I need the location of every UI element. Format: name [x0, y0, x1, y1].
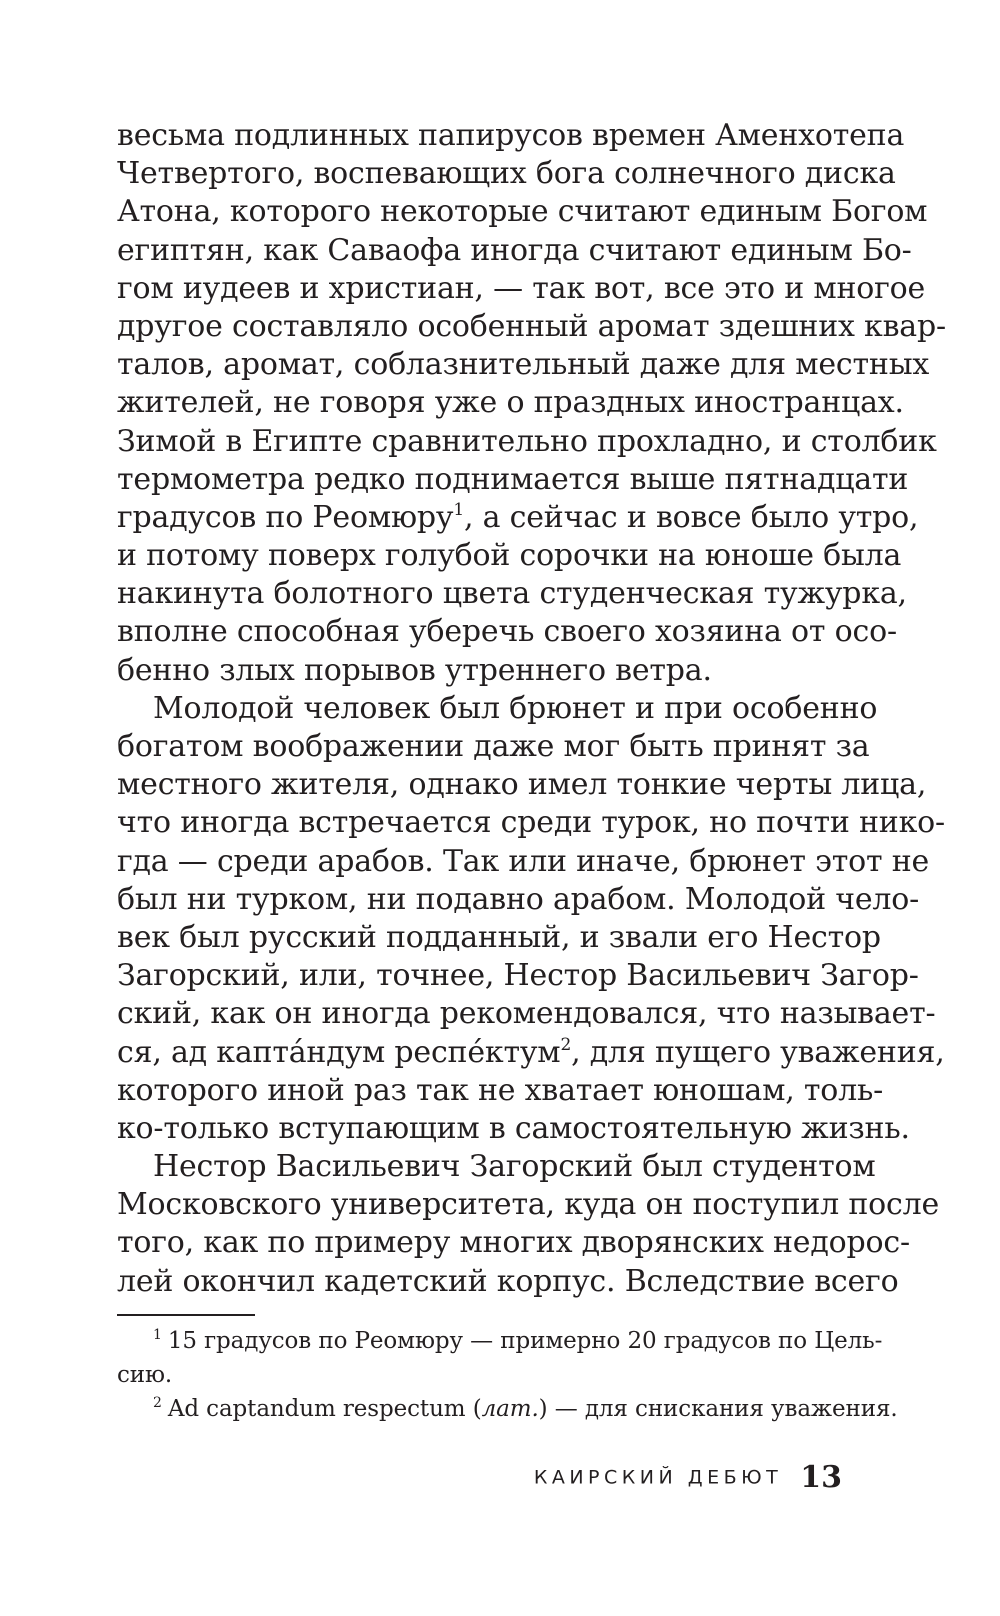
- text-line: был ни турком, ни подавно арабом. Молодой чело-: [117, 881, 920, 917]
- text-line: Московского университета, куда он поступил после: [117, 1187, 940, 1223]
- text-line: местного жителя, однако имел тонкие черты лица,: [117, 767, 927, 803]
- text-line: и потому поверх голубой сорочки на юноше была: [117, 538, 902, 574]
- text-line: век был русский подданный, и звали его Нестор: [117, 919, 881, 955]
- text-line-with-footnote-ref: [117, 499, 919, 537]
- text-segment: ся, ад капта́ндум респе́ктум: [117, 1034, 561, 1070]
- footnote-1: [117, 1324, 883, 1358]
- text-line-with-footnote-ref: [117, 1034, 945, 1072]
- text-line: Четвертого, воспевающих бога солнечного диска: [117, 156, 896, 192]
- running-title: КАИРСКИЙ ДЕБЮТ: [533, 1466, 783, 1489]
- text-line: Зимой в Египте сравнительно прохладно, и столбик: [117, 423, 937, 459]
- text-line: термометра редко поднимается выше пятнадцати: [117, 461, 909, 497]
- paragraph-end-line: ко-только вступающим в самостоятельную жизнь.: [117, 1110, 910, 1146]
- text-line: гда — среди арабов. Так или иначе, брюнет этот не: [117, 843, 930, 879]
- page-footer: [534, 1457, 842, 1497]
- paragraph-start-line: Нестор Васильевич Загорский был студентом: [153, 1149, 876, 1185]
- footnote-italic: лат.: [481, 1396, 539, 1422]
- footnote-2: [117, 1392, 898, 1426]
- text-line: лей окончил кадетский корпус. Вследствие всего: [117, 1263, 899, 1299]
- text-segment: , для пущего уважения,: [571, 1034, 945, 1070]
- footnote-divider: [117, 1314, 255, 1316]
- paragraph-start-line: Молодой человек был брюнет и при особенно: [153, 690, 878, 726]
- text-line: богатом воображении даже мог быть принят за: [117, 729, 870, 764]
- text-line: вполне способная уберечь своего хозяина от осо-: [117, 614, 897, 650]
- footnote-text: 15 градусов по Реомюру — примерно 20 градусов по Цель-: [167, 1328, 883, 1354]
- text-line: жителей, не говоря уже о праздных иностранцах.: [117, 385, 904, 421]
- text-line: гом иудеев и христиан, — так вот, все это и многое: [117, 270, 926, 306]
- footnotes: [117, 1324, 898, 1426]
- footnote-number: 2: [153, 1395, 162, 1411]
- footnote-number: 1: [153, 1327, 162, 1343]
- footnote-ref-1: 1: [453, 499, 464, 520]
- text-line: что иногда встречается среди турок, но почти нико-: [117, 805, 945, 841]
- text-segment: , а сейчас и вовсе было утро,: [463, 499, 919, 535]
- text-line: Загорский, или, точнее, Нестор Васильевич Загор-: [117, 958, 919, 994]
- page-number: 13: [800, 1459, 842, 1495]
- footnote-text: Ad captandum respectum (: [167, 1396, 482, 1422]
- footnote-text: ) — для снискания уважения.: [538, 1396, 898, 1422]
- text-line: накинута болотного цвета студенческая тужурка,: [117, 576, 907, 612]
- footnote-1-continuation: сию.: [117, 1362, 173, 1388]
- footnote-ref-2: 2: [560, 1034, 572, 1055]
- text-line: Атона, которого некоторые считают единым Богом: [117, 194, 928, 230]
- paragraph-end-line: бенно злых порывов утреннего ветра.: [117, 652, 712, 688]
- text-line: талов, аромат, соблазнительный даже для местных: [117, 347, 930, 383]
- text-line: весьма подлинных папирусов времен Аменхотепа: [117, 118, 905, 153]
- text-segment: градусов по Реомюру: [117, 499, 454, 535]
- text-line: ский, как он иногда рекомендовался, что называет-: [117, 996, 936, 1032]
- text-line: которого иной раз так не хватает юношам, толь-: [117, 1072, 884, 1108]
- text-line: того, как по примеру многих дворянских недорос-: [117, 1225, 910, 1261]
- body-text: [117, 117, 946, 1301]
- text-line: другое составляло особенный аромат здешних квар-: [117, 308, 946, 344]
- text-line: египтян, как Саваофа иногда считают единым Бо-: [117, 232, 912, 268]
